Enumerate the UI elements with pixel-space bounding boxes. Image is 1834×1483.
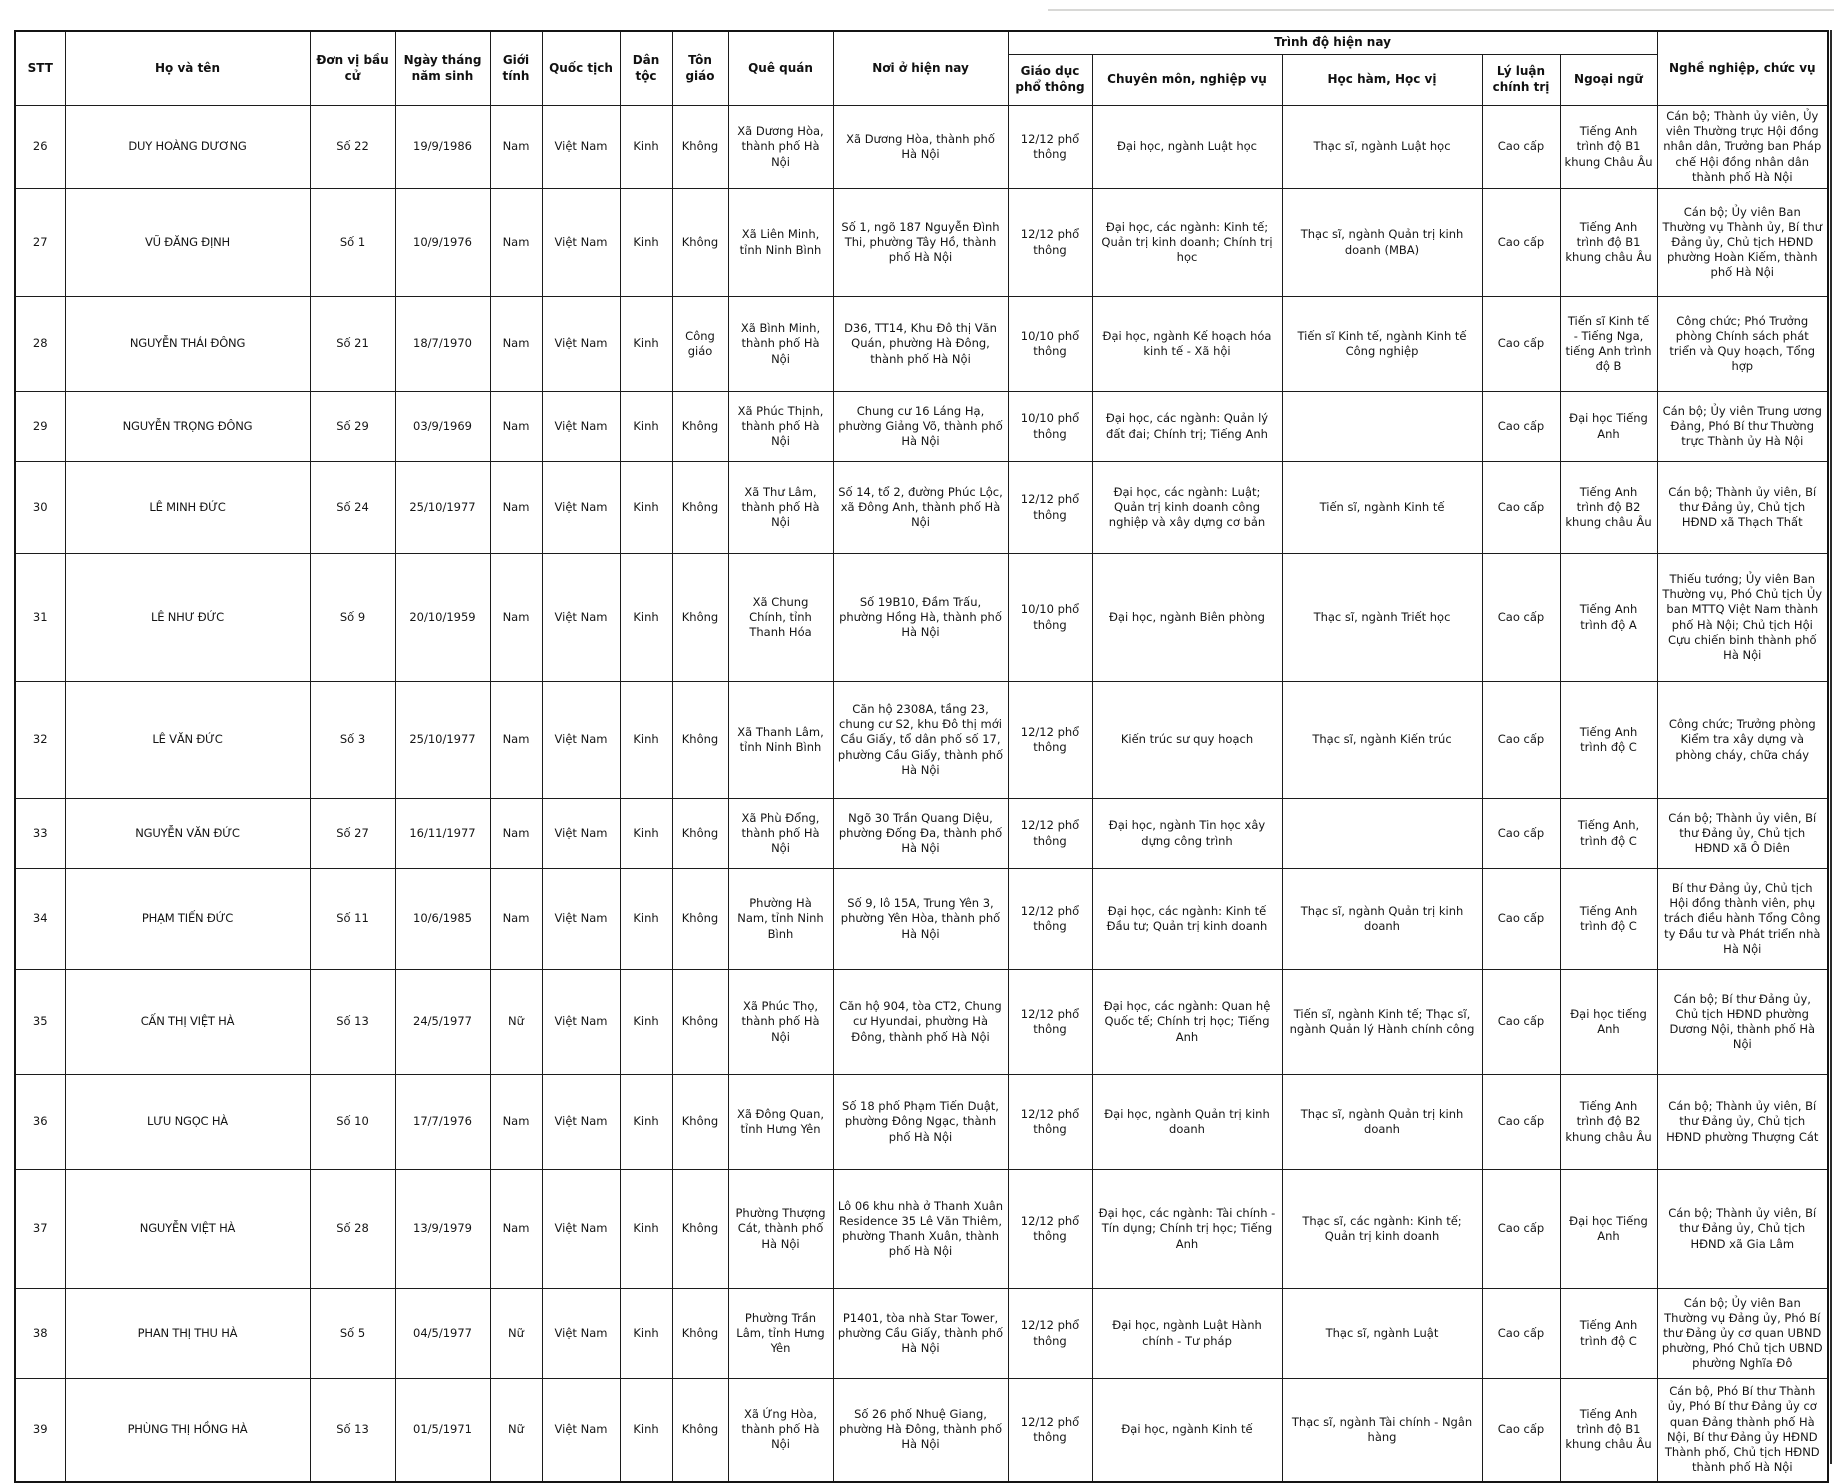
cell-ho-ten: NGUYỄN TRỌNG ĐÔNG	[65, 392, 310, 462]
cell-ngay-sinh: 25/10/1977	[395, 462, 490, 554]
col-header-giao-duc-pho-thong: Giáo dục phổ thông	[1008, 55, 1092, 106]
scan-cut-off-column-line	[1830, 30, 1832, 1464]
cell-que-quan: Xã Thư Lâm, thành phố Hà Nội	[728, 462, 833, 554]
cell-chuyen-mon: Đại học, ngành Luật học	[1092, 106, 1282, 189]
cell-quoc-tich: Việt Nam	[542, 1289, 620, 1379]
col-header-ngoai-ngu: Ngoại ngữ	[1560, 55, 1657, 106]
cell-ton-giao: Không	[672, 682, 728, 799]
cell-giao-duc-pho-thong: 12/12 phổ thông	[1008, 799, 1092, 869]
cell-giao-duc-pho-thong: 12/12 phổ thông	[1008, 869, 1092, 970]
cell-gioi-tinh: Nữ	[490, 1289, 542, 1379]
cell-chuyen-mon: Đại học, ngành Quản trị kinh doanh	[1092, 1075, 1282, 1170]
col-group-trinh-do: Trình độ hiện nay	[1008, 31, 1657, 55]
cell-quoc-tich: Việt Nam	[542, 799, 620, 869]
cell-quoc-tich: Việt Nam	[542, 682, 620, 799]
cell-ly-luan-chinh-tri: Cao cấp	[1482, 799, 1560, 869]
cell-dan-toc: Kinh	[620, 970, 672, 1075]
cell-dan-toc: Kinh	[620, 1379, 672, 1482]
cell-nghe-nghiep: Cán bộ; Thành ủy viên, Bí thư Đảng ủy, Chủ tịch HĐND phường Thượng Cát	[1657, 1075, 1828, 1170]
cell-ho-ten: PHÙNG THỊ HỒNG HÀ	[65, 1379, 310, 1482]
cell-ly-luan-chinh-tri: Cao cấp	[1482, 554, 1560, 682]
cell-chuyen-mon: Đại học, các ngành: Kinh tế; Quản trị kinh doanh; Chính trị học	[1092, 189, 1282, 297]
col-header-hoc-ham-hoc-vi: Học hàm, Học vị	[1282, 55, 1482, 106]
cell-ngay-sinh: 13/9/1979	[395, 1170, 490, 1289]
cell-stt: 29	[15, 392, 65, 462]
cell-stt: 28	[15, 297, 65, 392]
table-row	[15, 1075, 1828, 1170]
cell-ho-ten: DUY HOÀNG DƯƠNG	[65, 106, 310, 189]
cell-ton-giao: Không	[672, 106, 728, 189]
table-row	[15, 1170, 1828, 1289]
cell-quoc-tich: Việt Nam	[542, 554, 620, 682]
cell-hoc-ham-hoc-vi: Tiến sĩ, ngành Kinh tế; Thạc sĩ, ngành Quản lý Hành chính công	[1282, 970, 1482, 1075]
cell-ho-ten: LÊ MINH ĐỨC	[65, 462, 310, 554]
cell-hoc-ham-hoc-vi	[1282, 392, 1482, 462]
cell-ho-ten: LÊ VĂN ĐỨC	[65, 682, 310, 799]
table-row	[15, 189, 1828, 297]
cell-que-quan: Xã Phúc Thịnh, thành phố Hà Nội	[728, 392, 833, 462]
cell-dan-toc: Kinh	[620, 297, 672, 392]
cell-gioi-tinh: Nam	[490, 462, 542, 554]
table-row	[15, 869, 1828, 970]
cell-gioi-tinh: Nam	[490, 869, 542, 970]
cell-ngoai-ngu: Tiếng Anh trình độ B2 khung châu Âu	[1560, 1075, 1657, 1170]
table-row	[15, 462, 1828, 554]
cell-don-vi-bau-cu: Số 11	[310, 869, 395, 970]
cell-nghe-nghiep: Cán bộ; Thành ủy viên, Bí thư Đảng ủy, Chủ tịch HĐND xã Ô Diên	[1657, 799, 1828, 869]
cell-chuyen-mon: Đại học, các ngành: Kinh tế Đầu tư; Quản trị kinh doanh	[1092, 869, 1282, 970]
cell-nghe-nghiep: Thiếu tướng; Ủy viên Ban Thường vụ, Phó Chủ tịch Ủy ban MTTQ Việt Nam thành phố Hà Nội; Chủ tịch Hội Cựu chiến binh thành phố Hà Nội	[1657, 554, 1828, 682]
cell-ngoai-ngu: Đại học Tiếng Anh	[1560, 392, 1657, 462]
cell-ngoai-ngu: Đại học tiếng Anh	[1560, 970, 1657, 1075]
table-row	[15, 682, 1828, 799]
cell-ton-giao: Không	[672, 869, 728, 970]
cell-quoc-tich: Việt Nam	[542, 297, 620, 392]
table-row	[15, 970, 1828, 1075]
cell-que-quan: Phường Hà Nam, tỉnh Ninh Bình	[728, 869, 833, 970]
cell-giao-duc-pho-thong: 12/12 phổ thông	[1008, 1379, 1092, 1482]
candidate-table	[14, 30, 1829, 1483]
cell-don-vi-bau-cu: Số 29	[310, 392, 395, 462]
cell-hoc-ham-hoc-vi: Thạc sĩ, ngành Kiến trúc	[1282, 682, 1482, 799]
cell-ngoai-ngu: Tiếng Anh trình độ A	[1560, 554, 1657, 682]
cell-ngoai-ngu: Tiếng Anh trình độ C	[1560, 1289, 1657, 1379]
cell-noi-o: Số 19B10, Đầm Trấu, phường Hồng Hà, thành phố Hà Nội	[833, 554, 1008, 682]
cell-don-vi-bau-cu: Số 10	[310, 1075, 395, 1170]
cell-chuyen-mon: Đại học, các ngành: Quản lý đất đai; Chính trị; Tiếng Anh	[1092, 392, 1282, 462]
cell-quoc-tich: Việt Nam	[542, 1170, 620, 1289]
cell-hoc-ham-hoc-vi: Thạc sĩ, ngành Triết học	[1282, 554, 1482, 682]
cell-giao-duc-pho-thong: 12/12 phổ thông	[1008, 970, 1092, 1075]
cell-don-vi-bau-cu: Số 3	[310, 682, 395, 799]
cell-ton-giao: Không	[672, 392, 728, 462]
cell-noi-o: Số 14, tổ 2, đường Phúc Lộc, xã Đông Anh, thành phố Hà Nội	[833, 462, 1008, 554]
cell-que-quan: Phường Trần Lâm, tỉnh Hưng Yên	[728, 1289, 833, 1379]
cell-noi-o: Xã Dương Hòa, thành phố Hà Nội	[833, 106, 1008, 189]
cell-que-quan: Xã Phù Đổng, thành phố Hà Nội	[728, 799, 833, 869]
cell-ngoai-ngu: Tiếng Anh trình độ B1 khung châu Âu	[1560, 1379, 1657, 1482]
cell-que-quan: Phường Thượng Cát, thành phố Hà Nội	[728, 1170, 833, 1289]
cell-giao-duc-pho-thong: 12/12 phổ thông	[1008, 462, 1092, 554]
cell-stt: 31	[15, 554, 65, 682]
cell-hoc-ham-hoc-vi: Thạc sĩ, ngành Tài chính - Ngân hàng	[1282, 1379, 1482, 1482]
cell-noi-o: P1401, tòa nhà Star Tower, phường Cầu Giấy, thành phố Hà Nội	[833, 1289, 1008, 1379]
cell-que-quan: Xã Liên Minh, tỉnh Ninh Bình	[728, 189, 833, 297]
cell-dan-toc: Kinh	[620, 106, 672, 189]
cell-dan-toc: Kinh	[620, 869, 672, 970]
table-row	[15, 1289, 1828, 1379]
cell-don-vi-bau-cu: Số 28	[310, 1170, 395, 1289]
cell-chuyen-mon: Đại học, các ngành: Quan hệ Quốc tế; Chính trị học; Tiếng Anh	[1092, 970, 1282, 1075]
cell-ly-luan-chinh-tri: Cao cấp	[1482, 1075, 1560, 1170]
cell-ngoai-ngu: Tiếng Anh trình độ B1 khung châu Âu	[1560, 189, 1657, 297]
cell-quoc-tich: Việt Nam	[542, 1379, 620, 1482]
cell-ngay-sinh: 01/5/1971	[395, 1379, 490, 1482]
cell-ho-ten: NGUYỄN VIỆT HÀ	[65, 1170, 310, 1289]
col-header-quoc-tich: Quốc tịch	[542, 31, 620, 106]
cell-gioi-tinh: Nam	[490, 1170, 542, 1289]
cell-chuyen-mon: Đại học, ngành Kinh tế	[1092, 1379, 1282, 1482]
cell-chuyen-mon: Đại học, các ngành: Tài chính - Tín dụng; Chính trị học; Tiếng Anh	[1092, 1170, 1282, 1289]
col-header-ton-giao: Tôn giáo	[672, 31, 728, 106]
cell-quoc-tich: Việt Nam	[542, 869, 620, 970]
cell-ly-luan-chinh-tri: Cao cấp	[1482, 392, 1560, 462]
cell-ngay-sinh: 10/9/1976	[395, 189, 490, 297]
cell-gioi-tinh: Nữ	[490, 970, 542, 1075]
cell-dan-toc: Kinh	[620, 1289, 672, 1379]
cell-dan-toc: Kinh	[620, 462, 672, 554]
cell-gioi-tinh: Nam	[490, 554, 542, 682]
cell-giao-duc-pho-thong: 12/12 phổ thông	[1008, 1075, 1092, 1170]
cell-stt: 35	[15, 970, 65, 1075]
cell-noi-o: D36, TT14, Khu Đô thị Văn Quán, phường Hà Đông, thành phố Hà Nội	[833, 297, 1008, 392]
col-header-ngay-sinh: Ngày tháng năm sinh	[395, 31, 490, 106]
cell-nghe-nghiep: Cán bộ; Thành ủy viên, Ủy viên Thường trực Hội đồng nhân dân, Trưởng ban Pháp chế Hội đồng nhân dân thành phố Hà Nội	[1657, 106, 1828, 189]
cell-ly-luan-chinh-tri: Cao cấp	[1482, 970, 1560, 1075]
cell-noi-o: Chung cư 16 Láng Hạ, phường Giảng Võ, thành phố Hà Nội	[833, 392, 1008, 462]
col-header-chuyen-mon: Chuyên môn, nghiệp vụ	[1092, 55, 1282, 106]
cell-dan-toc: Kinh	[620, 1170, 672, 1289]
col-header-gioi-tinh: Giới tính	[490, 31, 542, 106]
cell-nghe-nghiep: Cán bộ; Thành ủy viên, Bí thư Đảng ủy, Chủ tịch HĐND xã Thạch Thất	[1657, 462, 1828, 554]
cell-giao-duc-pho-thong: 12/12 phổ thông	[1008, 682, 1092, 799]
cell-que-quan: Xã Thanh Lâm, tỉnh Ninh Bình	[728, 682, 833, 799]
cell-ngay-sinh: 16/11/1977	[395, 799, 490, 869]
cell-hoc-ham-hoc-vi: Thạc sĩ, ngành Quản trị kinh doanh (MBA)	[1282, 189, 1482, 297]
cell-dan-toc: Kinh	[620, 682, 672, 799]
cell-noi-o: Số 26 phố Nhuệ Giang, phường Hà Đông, thành phố Hà Nội	[833, 1379, 1008, 1482]
table-body	[15, 106, 1828, 1482]
cell-ngoai-ngu: Tiếng Anh trình độ B1 khung Châu Âu	[1560, 106, 1657, 189]
cell-ly-luan-chinh-tri: Cao cấp	[1482, 462, 1560, 554]
cell-ton-giao: Không	[672, 1075, 728, 1170]
cell-ton-giao: Không	[672, 189, 728, 297]
cell-dan-toc: Kinh	[620, 392, 672, 462]
cell-don-vi-bau-cu: Số 13	[310, 970, 395, 1075]
cell-giao-duc-pho-thong: 10/10 phổ thông	[1008, 392, 1092, 462]
table-row	[15, 799, 1828, 869]
cell-nghe-nghiep: Cán bộ; Bí thư Đảng ủy, Chủ tịch HĐND phường Dương Nội, thành phố Hà Nội	[1657, 970, 1828, 1075]
cell-hoc-ham-hoc-vi: Tiến sĩ Kinh tế, ngành Kinh tế Công nghiệp	[1282, 297, 1482, 392]
cell-ngay-sinh: 18/7/1970	[395, 297, 490, 392]
cell-stt: 38	[15, 1289, 65, 1379]
cell-nghe-nghiep: Bí thư Đảng ủy, Chủ tịch Hội đồng thành viên, phụ trách điều hành Tổng Công ty Đầu tư và Phát triển nhà Hà Nội	[1657, 869, 1828, 970]
table-row	[15, 1379, 1828, 1482]
cell-ly-luan-chinh-tri: Cao cấp	[1482, 1289, 1560, 1379]
cell-que-quan: Xã Đông Quan, tỉnh Hưng Yên	[728, 1075, 833, 1170]
cell-gioi-tinh: Nam	[490, 106, 542, 189]
cell-ly-luan-chinh-tri: Cao cấp	[1482, 682, 1560, 799]
cell-nghe-nghiep: Cán bộ; Thành ủy viên, Bí thư Đảng ủy, Chủ tịch HĐND xã Gia Lâm	[1657, 1170, 1828, 1289]
cell-noi-o: Ngõ 30 Trần Quang Diệu, phường Đống Đa, thành phố Hà Nội	[833, 799, 1008, 869]
cell-ngay-sinh: 03/9/1969	[395, 392, 490, 462]
cell-ngoai-ngu: Tiếng Anh, trình độ C	[1560, 799, 1657, 869]
cell-dan-toc: Kinh	[620, 1075, 672, 1170]
cell-que-quan: Xã Dương Hòa, thành phố Hà Nội	[728, 106, 833, 189]
cell-ly-luan-chinh-tri: Cao cấp	[1482, 1170, 1560, 1289]
cell-ly-luan-chinh-tri: Cao cấp	[1482, 1379, 1560, 1482]
col-header-ho-ten: Họ và tên	[65, 31, 310, 106]
cell-ton-giao: Không	[672, 462, 728, 554]
cell-chuyen-mon: Đại học, ngành Tin học xây dựng công trình	[1092, 799, 1282, 869]
cell-chuyen-mon: Đại học, ngành Kế hoạch hóa kinh tế - Xã hội	[1092, 297, 1282, 392]
cell-ly-luan-chinh-tri: Cao cấp	[1482, 869, 1560, 970]
cell-ton-giao: Không	[672, 1170, 728, 1289]
scan-artifact-line	[1048, 9, 1834, 11]
cell-que-quan: Xã Phúc Thọ, thành phố Hà Nội	[728, 970, 833, 1075]
col-header-noi-o: Nơi ở hiện nay	[833, 31, 1008, 106]
cell-ngoai-ngu: Đại học Tiếng Anh	[1560, 1170, 1657, 1289]
cell-hoc-ham-hoc-vi: Thạc sĩ, ngành Quản trị kinh doanh	[1282, 869, 1482, 970]
cell-gioi-tinh: Nam	[490, 799, 542, 869]
cell-ho-ten: LƯU NGỌC HÀ	[65, 1075, 310, 1170]
cell-ton-giao: Không	[672, 970, 728, 1075]
cell-nghe-nghiep: Cán bộ; Ủy viên Ban Thường vụ Đảng ủy, Phó Bí thư Đảng ủy cơ quan UBND phường, Phó Chủ tịch UBND phường Nghĩa Đô	[1657, 1289, 1828, 1379]
cell-ly-luan-chinh-tri: Cao cấp	[1482, 106, 1560, 189]
cell-noi-o: Căn hộ 904, tòa CT2, Chung cư Hyundai, phường Hà Đông, thành phố Hà Nội	[833, 970, 1008, 1075]
cell-ngay-sinh: 20/10/1959	[395, 554, 490, 682]
cell-dan-toc: Kinh	[620, 189, 672, 297]
cell-que-quan: Xã Chung Chính, tỉnh Thanh Hóa	[728, 554, 833, 682]
cell-stt: 32	[15, 682, 65, 799]
cell-ho-ten: VŨ ĐĂNG ĐỊNH	[65, 189, 310, 297]
cell-don-vi-bau-cu: Số 9	[310, 554, 395, 682]
cell-giao-duc-pho-thong: 12/12 phổ thông	[1008, 1289, 1092, 1379]
cell-nghe-nghiep: Cán bộ; Ủy viên Ban Thường vụ Thành ủy, Bí thư Đảng ủy, Chủ tịch HĐND phường Hoàn Kiếm, thành phố Hà Nội	[1657, 189, 1828, 297]
cell-ho-ten: CẤN THỊ VIỆT HÀ	[65, 970, 310, 1075]
cell-dan-toc: Kinh	[620, 799, 672, 869]
cell-ngay-sinh: 17/7/1976	[395, 1075, 490, 1170]
cell-noi-o: Số 18 phố Phạm Tiến Duật, phường Đông Ngạc, thành phố Hà Nội	[833, 1075, 1008, 1170]
cell-que-quan: Xã Bình Minh, thành phố Hà Nội	[728, 297, 833, 392]
cell-noi-o: Lô 06 khu nhà ở Thanh Xuân Residence 35 Lê Văn Thiêm, phường Thanh Xuân, thành phố Hà Nội	[833, 1170, 1008, 1289]
cell-nghe-nghiep: Cán bộ, Phó Bí thư Thành ủy, Phó Bí thư Đảng ủy cơ quan Đảng thành phố Hà Nội, Bí thư Đảng ủy HĐND Thành phố, Chủ tịch HĐND thành phố Hà Nội	[1657, 1379, 1828, 1482]
cell-stt: 36	[15, 1075, 65, 1170]
cell-que-quan: Xã Ứng Hòa, thành phố Hà Nội	[728, 1379, 833, 1482]
col-header-nghe-nghiep: Nghề nghiệp, chức vụ	[1657, 31, 1828, 106]
cell-ton-giao: Không	[672, 554, 728, 682]
cell-quoc-tich: Việt Nam	[542, 189, 620, 297]
table-row	[15, 106, 1828, 189]
cell-ngay-sinh: 10/6/1985	[395, 869, 490, 970]
cell-don-vi-bau-cu: Số 27	[310, 799, 395, 869]
col-header-que-quan: Quê quán	[728, 31, 833, 106]
cell-don-vi-bau-cu: Số 5	[310, 1289, 395, 1379]
cell-nghe-nghiep: Công chức; Trưởng phòng Kiểm tra xây dựng và phòng cháy, chữa cháy	[1657, 682, 1828, 799]
cell-stt: 33	[15, 799, 65, 869]
cell-stt: 26	[15, 106, 65, 189]
cell-ho-ten: NGUYỄN THÁI ĐÔNG	[65, 297, 310, 392]
cell-ly-luan-chinh-tri: Cao cấp	[1482, 297, 1560, 392]
cell-gioi-tinh: Nam	[490, 189, 542, 297]
cell-ngoai-ngu: Tiếng Anh trình độ C	[1560, 869, 1657, 970]
cell-gioi-tinh: Nữ	[490, 1379, 542, 1482]
cell-hoc-ham-hoc-vi	[1282, 799, 1482, 869]
cell-stt: 27	[15, 189, 65, 297]
cell-dan-toc: Kinh	[620, 554, 672, 682]
cell-stt: 30	[15, 462, 65, 554]
cell-ngay-sinh: 04/5/1977	[395, 1289, 490, 1379]
cell-ton-giao: Không	[672, 1289, 728, 1379]
cell-ly-luan-chinh-tri: Cao cấp	[1482, 189, 1560, 297]
cell-giao-duc-pho-thong: 12/12 phổ thông	[1008, 106, 1092, 189]
cell-ho-ten: PHAN THỊ THU HÀ	[65, 1289, 310, 1379]
cell-chuyen-mon: Đại học, các ngành: Luật; Quản trị kinh doanh công nghiệp và xây dựng cơ bản	[1092, 462, 1282, 554]
cell-hoc-ham-hoc-vi: Thạc sĩ, ngành Luật học	[1282, 106, 1482, 189]
cell-giao-duc-pho-thong: 12/12 phổ thông	[1008, 1170, 1092, 1289]
cell-ngoai-ngu: Tiến sĩ Kinh tế - Tiếng Nga, tiếng Anh trình độ B	[1560, 297, 1657, 392]
cell-don-vi-bau-cu: Số 21	[310, 297, 395, 392]
cell-stt: 34	[15, 869, 65, 970]
cell-ngoai-ngu: Tiếng Anh trình độ B2 khung châu Âu	[1560, 462, 1657, 554]
cell-ngay-sinh: 24/5/1977	[395, 970, 490, 1075]
col-header-stt: STT	[15, 31, 65, 106]
col-header-ly-luan-chinh-tri: Lý luận chính trị	[1482, 55, 1560, 106]
cell-gioi-tinh: Nam	[490, 297, 542, 392]
cell-gioi-tinh: Nam	[490, 392, 542, 462]
cell-ho-ten: PHẠM TIẾN ĐỨC	[65, 869, 310, 970]
cell-ngoai-ngu: Tiếng Anh trình độ C	[1560, 682, 1657, 799]
cell-noi-o: Căn hộ 2308A, tầng 23, chung cư S2, khu Đô thị mới Cầu Giấy, tổ dân phố số 17, phường Cầu Giấy, thành phố Hà Nội	[833, 682, 1008, 799]
cell-stt: 39	[15, 1379, 65, 1482]
cell-ngay-sinh: 25/10/1977	[395, 682, 490, 799]
cell-quoc-tich: Việt Nam	[542, 106, 620, 189]
cell-quoc-tich: Việt Nam	[542, 1075, 620, 1170]
table-row	[15, 392, 1828, 462]
cell-stt: 37	[15, 1170, 65, 1289]
cell-ho-ten: NGUYỄN VĂN ĐỨC	[65, 799, 310, 869]
cell-don-vi-bau-cu: Số 13	[310, 1379, 395, 1482]
cell-ho-ten: LÊ NHƯ ĐỨC	[65, 554, 310, 682]
cell-hoc-ham-hoc-vi: Thạc sĩ, ngành Quản trị kinh doanh	[1282, 1075, 1482, 1170]
cell-ton-giao: Công giáo	[672, 297, 728, 392]
cell-quoc-tich: Việt Nam	[542, 970, 620, 1075]
cell-giao-duc-pho-thong: 10/10 phổ thông	[1008, 554, 1092, 682]
cell-hoc-ham-hoc-vi: Thạc sĩ, các ngành: Kinh tế; Quản trị kinh doanh	[1282, 1170, 1482, 1289]
cell-chuyen-mon: Đại học, ngành Biên phòng	[1092, 554, 1282, 682]
cell-quoc-tich: Việt Nam	[542, 462, 620, 554]
cell-ton-giao: Không	[672, 1379, 728, 1482]
col-header-don-vi-bau-cu: Đơn vị bầu cử	[310, 31, 395, 106]
cell-chuyen-mon: Kiến trúc sư quy hoạch	[1092, 682, 1282, 799]
table-row	[15, 297, 1828, 392]
cell-nghe-nghiep: Công chức; Phó Trưởng phòng Chính sách phát triển và Quy hoạch, Tổng hợp	[1657, 297, 1828, 392]
cell-don-vi-bau-cu: Số 22	[310, 106, 395, 189]
cell-gioi-tinh: Nam	[490, 1075, 542, 1170]
cell-giao-duc-pho-thong: 10/10 phổ thông	[1008, 297, 1092, 392]
cell-ton-giao: Không	[672, 799, 728, 869]
cell-quoc-tich: Việt Nam	[542, 392, 620, 462]
cell-noi-o: Số 1, ngõ 187 Nguyễn Đình Thi, phường Tây Hồ, thành phố Hà Nội	[833, 189, 1008, 297]
cell-ngay-sinh: 19/9/1986	[395, 106, 490, 189]
cell-don-vi-bau-cu: Số 1	[310, 189, 395, 297]
cell-hoc-ham-hoc-vi: Thạc sĩ, ngành Luật	[1282, 1289, 1482, 1379]
cell-giao-duc-pho-thong: 12/12 phổ thông	[1008, 189, 1092, 297]
cell-don-vi-bau-cu: Số 24	[310, 462, 395, 554]
table-row	[15, 554, 1828, 682]
col-header-dan-toc: Dân tộc	[620, 31, 672, 106]
cell-chuyen-mon: Đại học, ngành Luật Hành chính - Tư pháp	[1092, 1289, 1282, 1379]
cell-gioi-tinh: Nam	[490, 682, 542, 799]
cell-noi-o: Số 9, lô 15A, Trung Yên 3, phường Yên Hòa, thành phố Hà Nội	[833, 869, 1008, 970]
table-header	[15, 31, 1828, 106]
cell-nghe-nghiep: Cán bộ; Ủy viên Trung ương Đảng, Phó Bí thư Thường trực Thành ủy Hà Nội	[1657, 392, 1828, 462]
cell-hoc-ham-hoc-vi: Tiến sĩ, ngành Kinh tế	[1282, 462, 1482, 554]
